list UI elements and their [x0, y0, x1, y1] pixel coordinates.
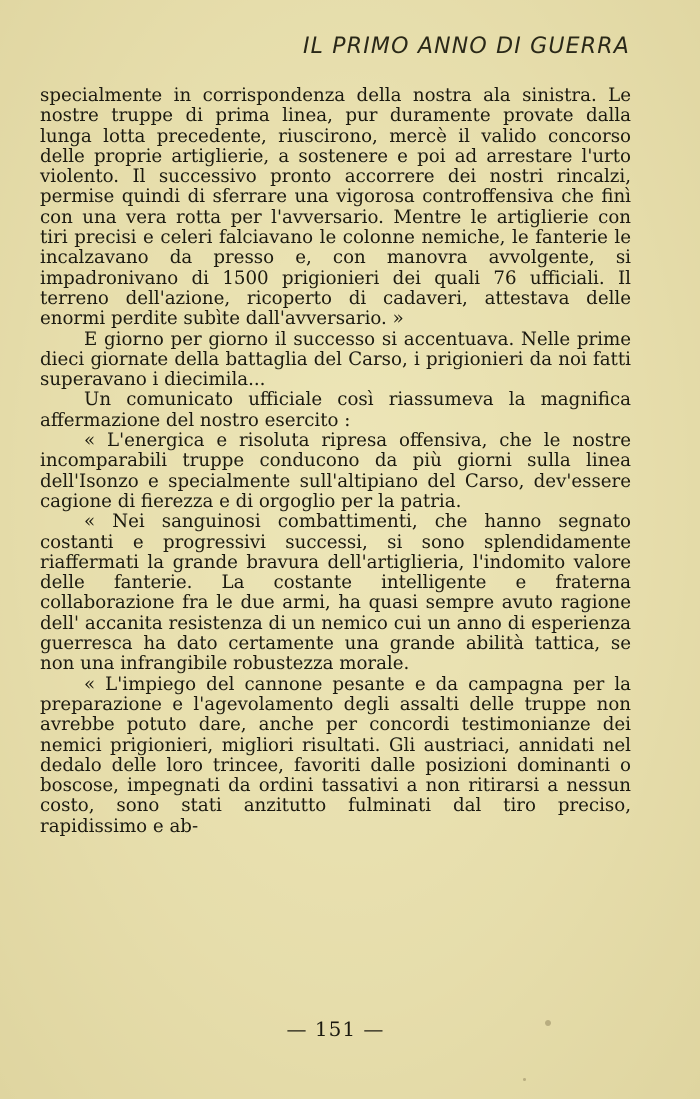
- paragraph: E giorno per giorno il successo si accentuava. Nelle prime dieci giornate della battaglia del Carso, i prigionieri da noi fatti superavano i diecimila...: [40, 328, 631, 391]
- page-number: — 151 —: [286, 1017, 385, 1041]
- paragraph: Un comunicato ufficiale così riassumeva la magnifica affermazione del nostro esercito :: [40, 389, 631, 431]
- running-head: IL PRIMO ANNO DI GUERRA: [302, 34, 630, 59]
- paragraph: « L'impiego del cannone pesante e da campagna per la preparazione e l'agevolamento degli assalti delle truppe non avrebbe potuto dare, anche per concordi testimonianze dei nemici prigionieri, migliori risultati. Gli austriaci, annidati nel dedalo delle loro trincee, favoriti dalle posizioni dominanti o boscose, impegnati da ordini tassativi a non ritirarsi a nessun costo, sono stati anzitutto fulminati dal tiro preciso, rapidissimo e ab-: [40, 673, 631, 837]
- paper-speck: [545, 1020, 551, 1026]
- paragraph: « L'energica e risoluta ripresa offensiva, che le nostre incomparabili truppe conducono da più giorni sulla linea dell'Isonzo e specialmente sull'altipiano del Carso, dev'essere cagione di fierezza e di orgoglio per la patria.: [40, 430, 631, 512]
- body-text: [40, 86, 631, 837]
- paper-speck: [523, 1078, 526, 1081]
- paragraph: specialmente in corrispondenza della nostra ala sinistra. Le nostre truppe di prima linea, pur duramente provate dalla lunga lotta precedente, riuscirono, mercè il valido concorso delle proprie artiglierie, a sostenere e poi ad arrestare l'urto violento. Il successivo pronto accorrere dei nostri rincalzi, permise quindi di sferrare una vigorosa controffensiva che finì con una vera rotta per l'avversario. Mentre le artiglierie con tiri precisi e celeri falciavano le colonne nemiche, le fanterie le incalzavano da presso e, con manovra avvolgente, si impadronivano di 1500 prigionieri dei quali 76 ufficiali. Il terreno dell'azione, ricoperto di cadaveri, attestava delle enormi perdite subìte dall'avversario. »: [40, 85, 631, 330]
- paragraph: « Nei sanguinosi combattimenti, che hanno segnato costanti e progressivi successi, si sono splendidamente riaffermati la grande bravura dell'artiglieria, l'indomito valore delle fanterie. La costante intelligente e fraterna collaborazione fra le due armi, ha quasi sempre avuto ragione dell' accanita resistenza di un nemico cui un anno di esperienza guerresca ha dato certamente una grande abilità tattica, se non una infrangibile robustezza morale.: [40, 511, 631, 675]
